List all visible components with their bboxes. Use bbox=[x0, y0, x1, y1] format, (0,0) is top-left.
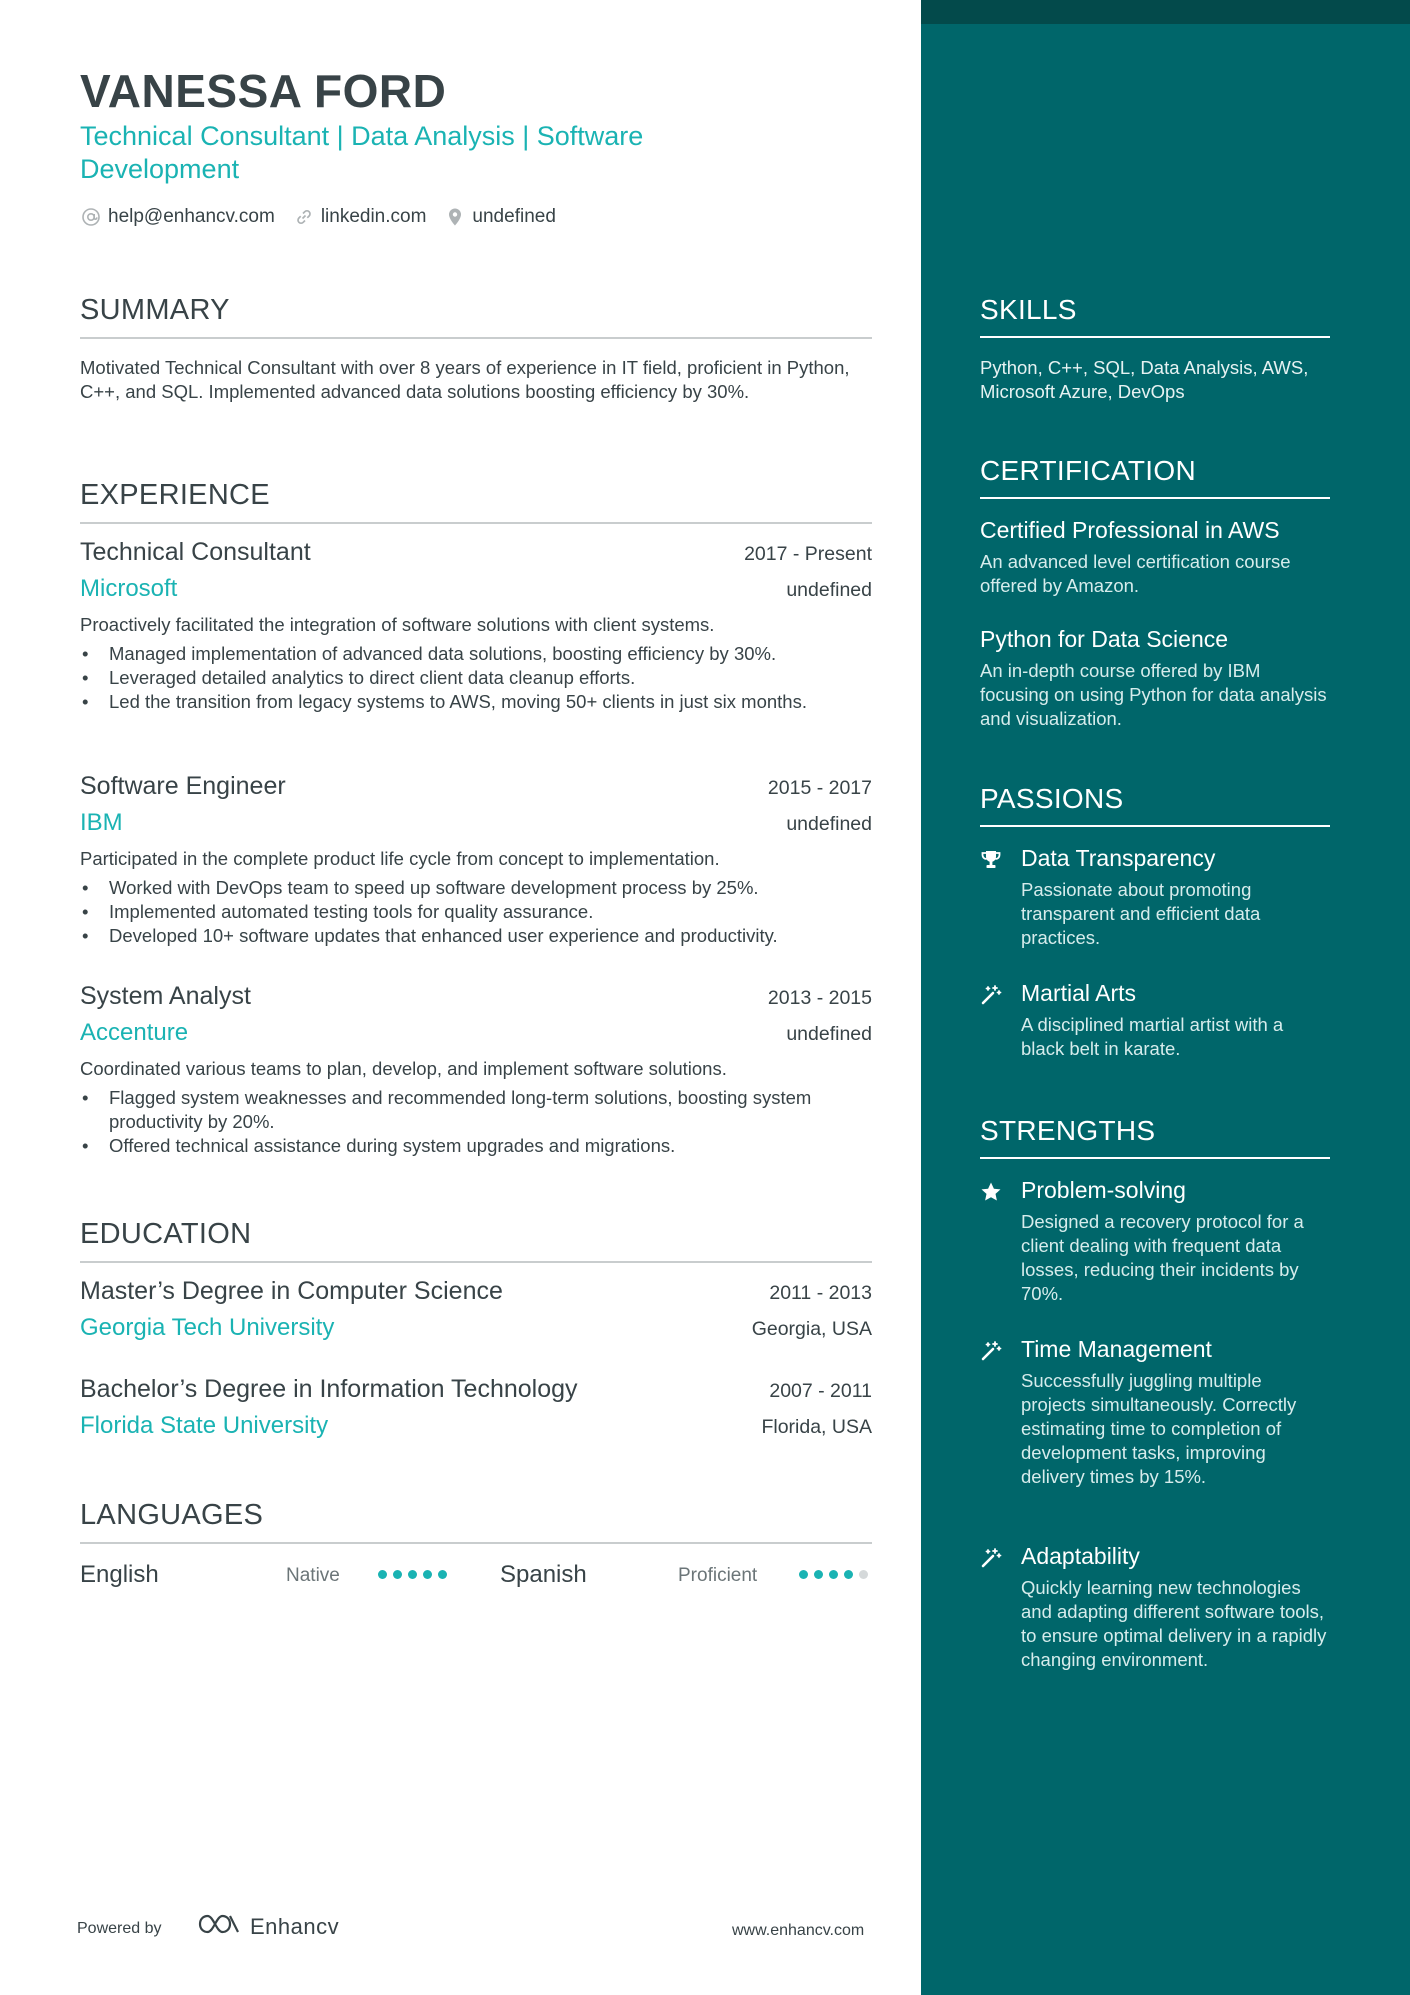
strength-description: Designed a recovery protocol for a client dealing with frequent data losses, reducing their incidents by 70%. bbox=[1021, 1211, 1304, 1304]
experience-heading: EXPERIENCE bbox=[80, 479, 872, 524]
wand-icon bbox=[980, 984, 1002, 1006]
school-location: Florida, USA bbox=[761, 1416, 872, 1438]
job-bullet: • Implemented automated testing tools for quality assurance. bbox=[80, 900, 872, 924]
language-name: Spanish bbox=[500, 1561, 587, 1588]
strength-title: Time Management bbox=[1021, 1336, 1212, 1362]
education-entry bbox=[80, 1375, 872, 1440]
enhancv-logo-text: Enhancv bbox=[250, 1913, 340, 1939]
languages-heading: LANGUAGES bbox=[80, 1499, 872, 1544]
job-bullets bbox=[80, 642, 872, 714]
enhancv-logo-icon bbox=[196, 1912, 242, 1941]
rating-dot-filled bbox=[799, 1570, 808, 1579]
strength-item bbox=[980, 1177, 1330, 1306]
job-bullet: • Developed 10+ software updates that enhanced user experience and productivity. bbox=[80, 924, 872, 948]
passion-description: Passionate about promoting transparent and efficient data practices. bbox=[1021, 879, 1261, 948]
job-bullet: • Offered technical assistance during system upgrades and migrations. bbox=[80, 1134, 872, 1158]
job-location: undefined bbox=[786, 813, 872, 835]
languages-list bbox=[80, 1561, 872, 1591]
job-dates: 2017 - Present bbox=[744, 543, 872, 565]
rating-dot-empty bbox=[859, 1570, 868, 1579]
link-icon bbox=[293, 206, 315, 228]
contact-linkedin[interactable] bbox=[293, 206, 427, 228]
company-name: Microsoft bbox=[80, 575, 178, 602]
school-location: Georgia, USA bbox=[751, 1318, 872, 1340]
company-name: IBM bbox=[80, 809, 123, 836]
certification-title: Certified Professional in AWS bbox=[980, 517, 1280, 543]
job-location: undefined bbox=[786, 579, 872, 601]
rating-dot-filled bbox=[829, 1570, 838, 1579]
contact-bar bbox=[80, 206, 574, 228]
job-bullets bbox=[80, 876, 872, 948]
job-title: Software Engineer bbox=[80, 772, 286, 800]
rating-dot-filled bbox=[408, 1570, 417, 1579]
job-bullet: • Leveraged detailed analytics to direct client data cleanup efforts. bbox=[80, 666, 872, 690]
contact-email[interactable] bbox=[80, 206, 275, 228]
strength-item bbox=[980, 1543, 1330, 1672]
school-name: Florida State University bbox=[80, 1412, 329, 1439]
headline: Technical Consultant | Data Analysis | Software Development bbox=[80, 121, 644, 184]
skills-text: Python, C++, SQL, Data Analysis, AWS, Microsoft Azure, DevOps bbox=[980, 357, 1309, 402]
rating-dot-filled bbox=[438, 1570, 447, 1579]
contact-location-text: undefined bbox=[472, 206, 556, 227]
summary-heading: SUMMARY bbox=[80, 294, 872, 339]
job-dates: 2015 - 2017 bbox=[767, 777, 872, 799]
experience-entry bbox=[80, 538, 872, 714]
job-description: Coordinated various teams to plan, develop, and implement software solutions. bbox=[80, 1058, 727, 1079]
enhancv-logo[interactable] bbox=[196, 1912, 339, 1941]
wand-icon bbox=[980, 1547, 1002, 1569]
job-location: undefined bbox=[786, 1023, 872, 1045]
certification-heading: CERTIFICATION bbox=[980, 455, 1330, 499]
sidebar-top-bar bbox=[921, 0, 1410, 24]
candidate-name: VANESSA FORD bbox=[80, 65, 447, 117]
strength-title: Problem-solving bbox=[1021, 1177, 1186, 1203]
school-name: Georgia Tech University bbox=[80, 1314, 335, 1341]
education-heading: EDUCATION bbox=[80, 1218, 872, 1263]
contact-email-text: help@enhancv.com bbox=[108, 206, 275, 227]
job-bullet: • Worked with DevOps team to speed up software development process by 25%. bbox=[80, 876, 872, 900]
contact-linkedin-text: linkedin.com bbox=[320, 206, 427, 227]
language-name: English bbox=[80, 1561, 159, 1588]
education-dates: 2007 - 2011 bbox=[769, 1380, 872, 1402]
job-bullets bbox=[80, 1086, 872, 1158]
job-bullet: • Flagged system weaknesses and recommended long-term solutions, boosting system productivity by 20%. bbox=[80, 1086, 872, 1134]
rating-dot-filled bbox=[814, 1570, 823, 1579]
job-description: Participated in the complete product life cycle from concept to implementation. bbox=[80, 848, 720, 869]
strength-description: Quickly learning new technologies and adapting different software tools, to ensure optimal delivery in a rapidly changing environment. bbox=[1021, 1577, 1327, 1670]
company-name: Accenture bbox=[80, 1019, 189, 1046]
passion-description: A disciplined martial artist with a black belt in karate. bbox=[1021, 1014, 1284, 1059]
strength-title: Adaptability bbox=[1021, 1543, 1140, 1569]
passions-heading: PASSIONS bbox=[980, 783, 1330, 827]
strength-description: Successfully juggling multiple projects simultaneously. Correctly estimating time to completion of development tasks, improving delivery times by 15%. bbox=[1021, 1370, 1297, 1487]
certification-description: An advanced level certification course offered by Amazon. bbox=[980, 551, 1291, 596]
language-rating bbox=[378, 1570, 453, 1579]
location-pin-icon bbox=[444, 206, 466, 228]
contact-location bbox=[444, 206, 555, 228]
summary-text: Motivated Technical Consultant with over 8 years of experience in IT field, proficient in Python, C++, and SQL. Implemented advanced data solutions boosting efficiency by 30%. bbox=[80, 357, 850, 402]
certification-item bbox=[980, 517, 1330, 598]
certification-title: Python for Data Science bbox=[980, 626, 1229, 652]
experience-entry bbox=[80, 772, 872, 948]
degree: Bachelor’s Degree in Information Technology bbox=[80, 1375, 578, 1403]
experience-entry bbox=[80, 982, 872, 1158]
education-entry bbox=[80, 1277, 872, 1342]
rating-dot-filled bbox=[844, 1570, 853, 1579]
degree: Master’s Degree in Computer Science bbox=[80, 1277, 503, 1305]
job-bullet: • Managed implementation of advanced data solutions, boosting efficiency by 30%. bbox=[80, 642, 872, 666]
footer-powered-by: Powered by bbox=[77, 1920, 162, 1937]
job-description: Proactively facilitated the integration of software solutions with client systems. bbox=[80, 614, 715, 635]
rating-dot-filled bbox=[378, 1570, 387, 1579]
passion-title: Martial Arts bbox=[1021, 980, 1137, 1006]
rating-dot-filled bbox=[393, 1570, 402, 1579]
passion-item bbox=[980, 845, 1330, 950]
passion-title: Data Transparency bbox=[1021, 845, 1216, 871]
strengths-heading: STRENGTHS bbox=[980, 1115, 1330, 1159]
certification-description: An in-depth course offered by IBM focusing on using Python for data analysis and visualization. bbox=[980, 660, 1327, 729]
star-icon bbox=[980, 1181, 1002, 1203]
at-icon bbox=[80, 206, 102, 228]
passion-item bbox=[980, 980, 1330, 1061]
job-bullet: • Led the transition from legacy systems to AWS, moving 50+ clients in just six months. bbox=[80, 690, 872, 714]
strength-item bbox=[980, 1336, 1330, 1489]
job-title: System Analyst bbox=[80, 982, 251, 1010]
education-dates: 2011 - 2013 bbox=[769, 1282, 872, 1304]
job-title: Technical Consultant bbox=[80, 538, 311, 566]
trophy-icon bbox=[980, 849, 1002, 871]
language-level: Native bbox=[286, 1565, 340, 1586]
footer-url[interactable]: www.enhancv.com bbox=[732, 1922, 865, 1939]
certification-item bbox=[980, 626, 1330, 731]
rating-dot-filled bbox=[423, 1570, 432, 1579]
job-dates: 2013 - 2015 bbox=[767, 987, 872, 1009]
language-rating bbox=[799, 1570, 874, 1579]
wand-icon bbox=[980, 1340, 1002, 1362]
skills-heading: SKILLS bbox=[980, 294, 1330, 338]
language-level: Proficient bbox=[678, 1565, 758, 1586]
